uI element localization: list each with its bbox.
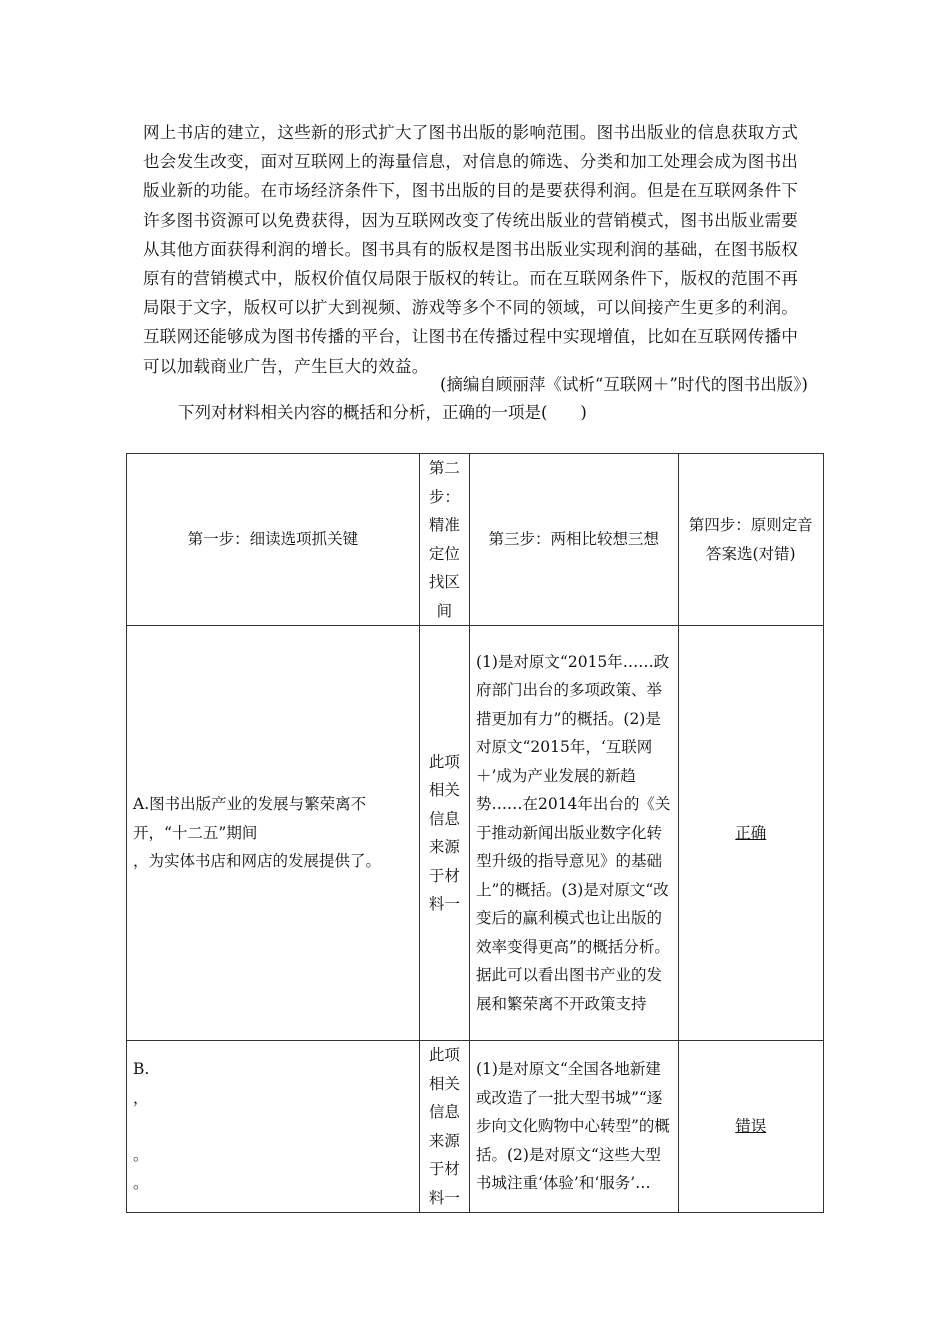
passage: [143, 118, 813, 381]
option-b-line: [133, 1112, 413, 1141]
option-a-line: 开，“十二五”期间: [133, 823, 258, 842]
analysis-table: [126, 453, 824, 1213]
passage-source: (摘编自顾丽萍《试析“互联网＋”时代的图书出版》): [440, 375, 808, 394]
source-cell: 此项相关信息来源于材料一: [419, 1041, 469, 1213]
analysis-cell: (1)是对原文“全国各地新建或改造了一批大型书城”“逐步向文化购物中心转型”的概括。(2)是对原文“这些大型书城注重‘体验’和‘服务’…: [469, 1041, 678, 1213]
table-row: [127, 1041, 824, 1213]
option-b-line: ，: [133, 1088, 149, 1107]
verdict-cell: [678, 1041, 823, 1213]
option-b-line: 。: [133, 1174, 149, 1193]
table-row: [127, 626, 824, 1041]
passage-line: 互联网还能够成为图书传播的平台，让图书在传播过程中实现增值，比如在互联网传播中: [143, 327, 799, 347]
table-header-row: [127, 454, 824, 626]
header-step-2: 第二步：精准定位找区间: [419, 454, 469, 626]
passage-line: 也会发生改变，面对互联网上的海量信息，对信息的筛选、分类和加工处理会成为图书出: [143, 152, 799, 172]
verdict-correct: 正确: [735, 823, 767, 842]
verdict-cell: [678, 626, 823, 1041]
header-step-4: 第四步：原则定音答案选(对错): [678, 454, 823, 626]
passage-line: 局限于文字，版权可以扩大到视频、游戏等多个不同的领域，可以间接产生更多的利润。: [143, 298, 799, 318]
passage-line: 可以加载商业广告，产生巨大的效益。: [143, 356, 429, 376]
question-stem: 下列对材料相关内容的概括和分析，正确的一项是( ): [178, 403, 587, 422]
option-a-line: A.图书出版产业的发展与繁荣离不: [133, 795, 367, 814]
option-a-cell: [127, 626, 420, 1041]
option-b-line: B.: [133, 1060, 150, 1079]
passage-line: 许多图书资源可以免费获得，因为互联网改变了传统出版业的营销模式，图书出版业需要: [143, 210, 799, 230]
passage-line: 版业新的功能。在市场经济条件下，图书出版的目的是要获得利润。但是在互联网条件下: [143, 181, 799, 201]
header-step-3: 第三步：两相比较想三想: [469, 454, 678, 626]
passage-line: 原有的营销模式中，版权价值仅局限于版权的转让。而在互联网条件下，版权的范围不再: [143, 269, 799, 289]
header-step-1: 第一步：细读选项抓关键: [127, 454, 420, 626]
option-a-line: ，为实体书店和网店的发展提供了。: [133, 852, 382, 871]
verdict-wrong: 错误: [735, 1117, 767, 1136]
option-b-cell: [127, 1041, 420, 1213]
passage-line: 网上书店的建立，这些新的形式扩大了图书出版的影响范围。图书出版业的信息获取方式: [143, 123, 799, 142]
option-b-line: 。: [133, 1145, 149, 1164]
analysis-cell: (1)是对原文“2015年……政府部门出台的多项政策、举措更加有力”的概括。(2)是对原文“2015年，‘互联网＋’成为产业发展的新趋势……在2014年出台的《关于推动新闻出版业数字化转型升级的指导意见》的基础上”的概括。(3)是对原文“改变后的赢利模式也让出版的效率变得更高”的概括分析。据此可以看出图书产业的发展和繁荣离不开政策支持: [469, 626, 678, 1041]
passage-line: 从其他方面获得利润的增长。图书具有的版权是图书出版业实现利润的基础，在图书版权: [143, 239, 799, 259]
source-cell: 此项相关信息来源于材料一: [419, 626, 469, 1041]
